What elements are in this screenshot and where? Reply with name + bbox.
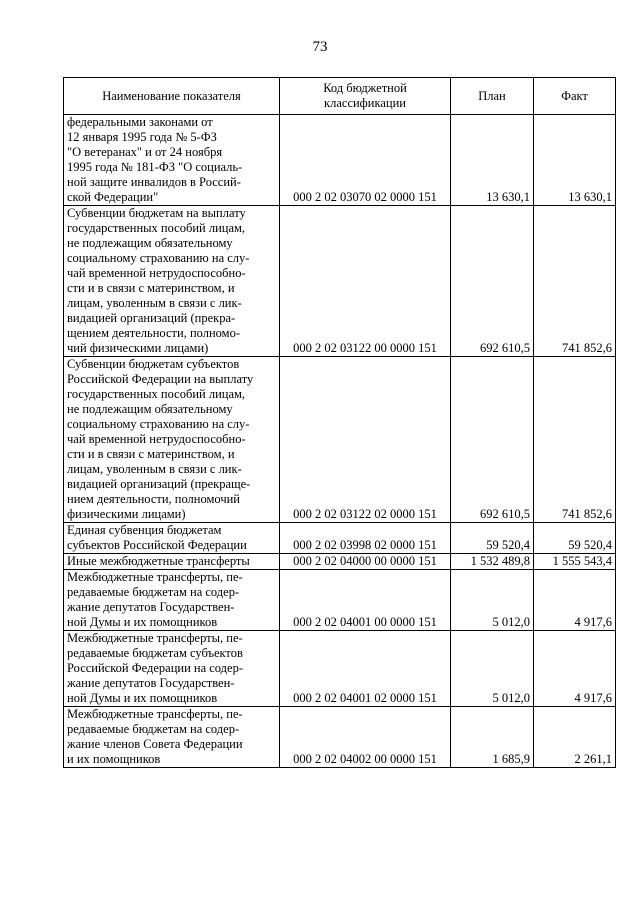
table-row [64, 570, 616, 631]
table-row [64, 631, 616, 707]
row-code: 000 2 02 04001 00 0000 151 [280, 570, 451, 631]
table-row [64, 206, 616, 357]
row-plan: 13 630,1 [451, 115, 534, 206]
row-plan: 692 610,5 [451, 206, 534, 357]
table-row [64, 707, 616, 768]
row-fact: 741 852,6 [534, 206, 616, 357]
table-row [64, 523, 616, 554]
row-fact: 4 917,6 [534, 570, 616, 631]
page-number: 73 [312, 39, 328, 55]
row-code: 000 2 02 03122 00 0000 151 [280, 206, 451, 357]
row-name: Единая субвенция бюджетам субъектов Российской Федерации [64, 523, 280, 554]
table-row [64, 554, 616, 570]
row-code: 000 2 02 03122 02 0000 151 [280, 357, 451, 523]
row-fact: 2 261,1 [534, 707, 616, 768]
row-fact: 13 630,1 [534, 115, 616, 206]
row-code: 000 2 02 04000 00 0000 151 [280, 554, 451, 570]
row-plan: 1 685,9 [451, 707, 534, 768]
row-name: Субвенции бюджетам на выплату государственных пособий лицам, не подлежащим обязательному социальному страхованию на слу- чай временной нетрудоспособно- сти и в связи с материнством, и лицам, уволенным в связи с лик- видацией организаций (прекра- щением деятельности, полномо- чий физическими лицами) [64, 206, 280, 357]
header-name: Наименование показателя [64, 78, 280, 115]
row-plan: 5 012,0 [451, 631, 534, 707]
row-fact: 4 917,6 [534, 631, 616, 707]
row-fact: 59 520,4 [534, 523, 616, 554]
budget-table [63, 77, 616, 768]
table-header-row [64, 78, 616, 115]
row-name: Межбюджетные трансферты, пе- редаваемые бюджетам на содер- жание депутатов Государствен- ной Думы и их помощников [64, 570, 280, 631]
table-row [64, 357, 616, 523]
row-name: Межбюджетные трансферты, пе- редаваемые бюджетам на содер- жание членов Совета Федерации и их помощников [64, 707, 280, 768]
row-code: 000 2 02 04001 02 0000 151 [280, 631, 451, 707]
row-fact: 741 852,6 [534, 357, 616, 523]
row-name: Иные межбюджетные трансферты [64, 554, 280, 570]
header-plan: План [451, 78, 534, 115]
header-code: Код бюджетной классификации [280, 78, 451, 115]
row-fact: 1 555 543,4 [534, 554, 616, 570]
row-code: 000 2 02 03998 02 0000 151 [280, 523, 451, 554]
row-name: федеральными законами от 12 января 1995 года № 5-ФЗ "О ветеранах" и от 24 ноября 1995 года № 181-ФЗ "О социаль- ной защите инвалидов в Россий- ской Федерации" [64, 115, 280, 206]
row-plan: 1 532 489,8 [451, 554, 534, 570]
table-row [64, 115, 616, 206]
row-plan: 692 610,5 [451, 357, 534, 523]
row-name: Субвенции бюджетам субъектов Российской Федерации на выплату государственных пособий лицам, не подлежащим обязательному социальному страхованию на слу- чай временной нетрудоспособно- сти и в связи с материнством, и лицам, уволенным в связи с лик- видацией организаций (прекраще- нием деятельности, полномочий физическими лицами) [64, 357, 280, 523]
row-plan: 59 520,4 [451, 523, 534, 554]
row-code: 000 2 02 03070 02 0000 151 [280, 115, 451, 206]
header-fact: Факт [534, 78, 616, 115]
row-plan: 5 012,0 [451, 570, 534, 631]
row-name: Межбюджетные трансферты, пе- редаваемые бюджетам субъектов Российской Федерации на содер- жание депутатов Государствен- ной Думы и их помощников [64, 631, 280, 707]
row-code: 000 2 02 04002 00 0000 151 [280, 707, 451, 768]
